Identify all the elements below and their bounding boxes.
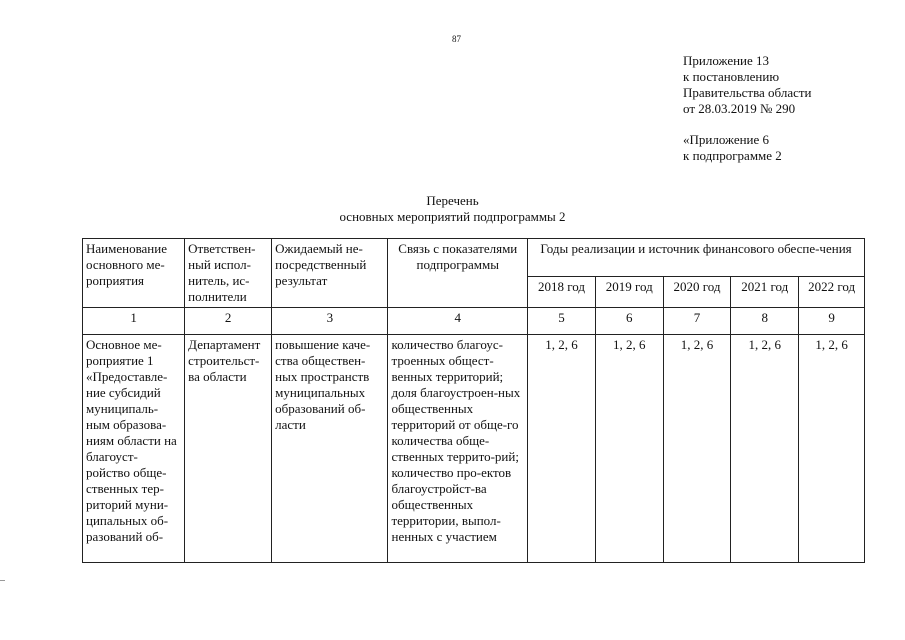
- header-years-group: Годы реализации и источник финансового обеспе-чения: [528, 239, 865, 277]
- column-number: 4: [388, 308, 528, 335]
- indicators-cell: количество благоус-троенных общест-венных территорий; доля благоустроен-ных общественных территорий от обще-го количества обще-ственных террито-рий; количество про-ектов благоустройст-ва общественных территории, выпол-ненных с участием: [388, 335, 528, 563]
- column-number: 3: [272, 308, 388, 335]
- column-number: 9: [799, 308, 865, 335]
- column-number: 6: [595, 308, 663, 335]
- appendix-header: [683, 53, 812, 164]
- title-line-2: основных мероприятий подпрограммы 2: [339, 209, 566, 224]
- funding-cell: 1, 2, 6: [799, 335, 865, 563]
- header-result: Ожидаемый не-посредственный результат: [272, 239, 388, 308]
- year-header: 2018 год: [528, 277, 596, 308]
- year-header: 2020 год: [663, 277, 731, 308]
- header-indicators: Связь с показателями подпрограммы: [388, 239, 528, 308]
- column-number: 8: [731, 308, 799, 335]
- page-number: 87: [452, 34, 461, 44]
- result-cell: повышение каче-ства обществен-ных пространств муниципальных образований об-ласти: [272, 335, 388, 563]
- column-number: 1: [83, 308, 185, 335]
- title-line-1: Перечень: [426, 193, 479, 208]
- year-header: 2021 год: [731, 277, 799, 308]
- document-title: [0, 193, 905, 225]
- header-name: Наименование основного ме-роприятия: [83, 239, 185, 308]
- appendix-subline: «Приложение 6: [683, 132, 770, 147]
- activity-name-cell: Основное ме-роприятие 1 «Предоставле-ние субсидий муниципаль-ным образова-ниям области на благоуст-ройство обще-ственных тер-риторий муни-ципальных об-разований об-: [83, 335, 185, 563]
- appendix-line: Правительства области: [683, 85, 812, 100]
- column-number: 5: [528, 308, 596, 335]
- responsible-cell: Департамент строительст-ва области: [185, 335, 272, 563]
- column-number: 2: [185, 308, 272, 335]
- funding-cell: 1, 2, 6: [731, 335, 799, 563]
- appendix-line: к постановлению: [683, 69, 780, 84]
- appendix-subline: к подпрограмме 2: [683, 148, 782, 163]
- year-header: 2022 год: [799, 277, 865, 308]
- year-header: 2019 год: [595, 277, 663, 308]
- funding-cell: 1, 2, 6: [595, 335, 663, 563]
- scan-edge-mark: [0, 580, 5, 581]
- appendix-line: от 28.03.2019 № 290: [683, 101, 796, 116]
- header-responsible: Ответствен-ный испол-нитель, ис-полнители: [185, 239, 272, 308]
- funding-cell: 1, 2, 6: [663, 335, 731, 563]
- column-number: 7: [663, 308, 731, 335]
- appendix-line: Приложение 13: [683, 53, 770, 68]
- activities-table: [82, 238, 865, 563]
- funding-cell: 1, 2, 6: [528, 335, 596, 563]
